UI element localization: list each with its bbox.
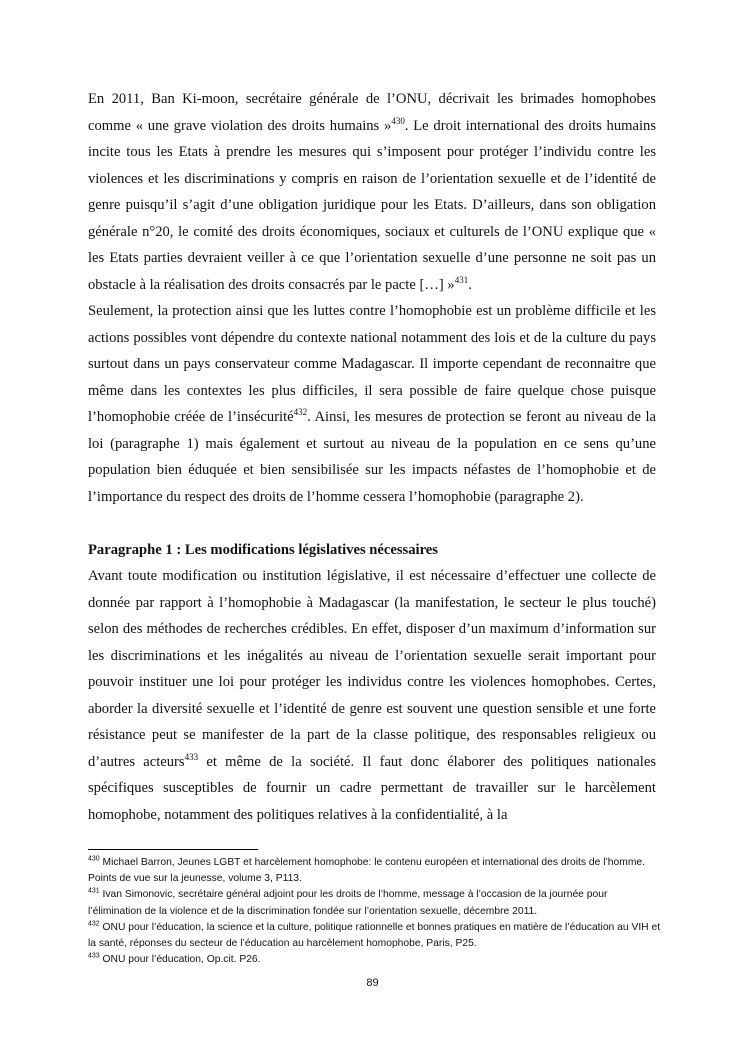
footnote: $^{433}$ ONU pour l’éducation, Op.cit. P26.	[88, 952, 261, 966]
footnotes	[88, 855, 663, 968]
footnote-ref-431: 431	[454, 274, 469, 285]
footnote: $^{430}$ Michael Barron, Jeunes LGBT et harcèlement homophobe: le contenu européen et international des droits de l’homme. Points de vue sur la jeunesse, volume 3, P113.	[88, 855, 645, 885]
paragraph-gap	[88, 510, 656, 537]
paragraph-legislation: Avant toute modification ou institution législative, il est nécessaire d’effectuer une collecte de donnée par rapport à l’homophobie à Madagascar (la manifestation, le secteur le plus touché) selon des méthodes de recherches crédibles. En effet, disposer d’un maximum d’information sur les discriminations et les inégalités au niveau de l’orientation sexuelle serait important pour pouvoir instituer une loi pour protéger les individus contre les violences homophobes. Certes, aborder la diversité sexuelle et l’identité de genre est souvent une question sensible et une forte résistance peut se manifester de la part de la classe politique, des responsables religieux ou d’autres acteurs$^{433}$ et même de la société. Il faut donc élaborer des politiques nationales spécifiques susceptibles de fournir un cadre permettant de travailler sur le harcèlement homophobe, notamment des politiques relatives à la confidentialité, à la	[88, 568, 656, 823]
footnote: $^{432}$ ONU pour l’éducation, la science et la culture, politique rationnelle et bonnes pratiques en matière de l’éducation au VIH et la santé, réponses du secteur de l’éducation au harcèlement homophobe, Paris, P25.	[88, 920, 661, 950]
paragraph-protection: Seulement, la protection ainsi que les luttes contre l’homophobie est un problème difficile et les actions possibles vont dépendre du contexte national notamment des lois et de la culture du pays surtout dans un pays conservateur comme Madagascar. Il importe cependant de reconnaitre que même dans les contextes les plus difficiles, il sera possible de faire quelque chose puisque l’homophobie créée de l’insécurité$^{432}$. Ainsi, les mesures de protection se feront au niveau de la loi (paragraphe 1) mais également et surtout au niveau de la population en ce sens qu’une population bien éduquée et bien sensibilisée sur les impacts néfastes de l’homophobie et de l’importance du respect des droits de l’homme cessera l’homophobie (paragraphe 2).	[88, 303, 656, 505]
footnote-separator	[88, 849, 258, 850]
body-text	[88, 86, 656, 828]
section-heading: Paragraphe 1 : Les modifications législatives nécessaires	[88, 541, 438, 558]
footnote-ref-433: 433	[184, 751, 199, 762]
page-number: 89	[366, 977, 379, 989]
footnote: $^{431}$ Ivan Simonovic, secrétaire général adjoint pour les droits de l’homme, message à l’occasion de la journée pour l’élimination de la violence et de la discrimination fondée sur l’orientation sexuelle, décembre 2011.	[88, 887, 608, 917]
paragraph-intro: En 2011, Ban Ki-moon, secrétaire générale de l’ONU, décrivait les brimades homophobes comme « une grave violation des droits humains »$^{430}$. Le droit international des droits humains incite tous les Etats à prendre les mesures qui s’imposent pour protéger l’individu contre les violences et les discriminations y compris en raison de l’orientation sexuelle et de l’identité de genre puisqu’il s’agit d’une obligation juridique pour les Etats. D’ailleurs, dans son obligation générale n°20, le comité des droits économiques, sociaux et culturels de l’ONU explique que « les Etats parties devraient veiller à ce que l’orientation sexuelle d’une personne ne soit pas un obstacle à la réalisation des droits consacrés par le pacte […] »$^{431}$.	[88, 91, 656, 293]
footnote-ref-430: 430	[391, 115, 405, 126]
footnote-ref-432: 432	[293, 407, 308, 418]
